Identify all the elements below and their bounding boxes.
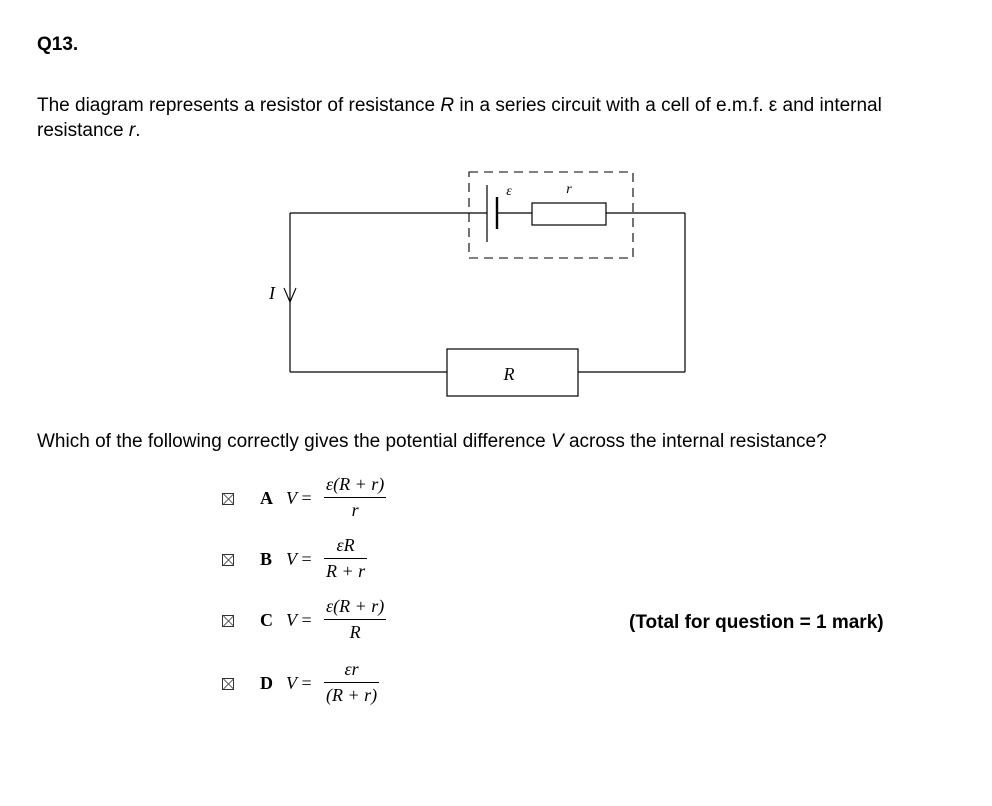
- option-c-checkbox[interactable]: [222, 615, 234, 627]
- option-a[interactable]: [222, 474, 482, 530]
- option-b-lhs: V =: [286, 549, 312, 569]
- option-b-checkbox[interactable]: [222, 554, 234, 566]
- intro-text-2: in a series circuit with a cell of e.m.f. ε and internal resistance: [37, 95, 882, 141]
- option-d-numerator: εr: [344, 659, 359, 679]
- option-c[interactable]: [222, 596, 482, 652]
- option-c-letter: C: [260, 610, 273, 630]
- option-c-numerator: ε(R + r): [326, 596, 385, 616]
- option-a-lhs: V =: [286, 488, 312, 508]
- option-b-fraction: [324, 535, 367, 582]
- internal-resistor: [532, 203, 606, 225]
- option-b-denominator: R + r: [326, 561, 366, 581]
- current-label: I: [269, 283, 275, 303]
- question-prompt: [37, 429, 897, 454]
- option-a-letter: A: [260, 488, 273, 508]
- option-a-checkbox[interactable]: [222, 493, 234, 505]
- resistor-label: R: [503, 364, 515, 384]
- option-b[interactable]: [222, 535, 482, 591]
- option-d-fraction: [324, 659, 379, 706]
- internal-r-label: r: [566, 182, 572, 197]
- option-c-denominator: R: [349, 622, 361, 642]
- option-d-letter: D: [260, 673, 273, 693]
- option-a-numerator: ε(R + r): [326, 474, 385, 494]
- intro-r: r: [128, 120, 136, 141]
- prompt-V: V: [550, 431, 564, 452]
- intro-text-1: The diagram represents a resistor of resistance: [37, 95, 441, 116]
- option-a-denominator: r: [351, 500, 359, 520]
- option-c-fraction: [324, 596, 386, 643]
- emf-label: ε: [506, 184, 512, 199]
- option-b-letter: B: [260, 549, 273, 569]
- total-marks: (Total for question = 1 mark): [629, 612, 884, 633]
- prompt-text-2: across the internal resistance?: [563, 431, 827, 452]
- option-d-checkbox[interactable]: [222, 678, 234, 690]
- option-d[interactable]: [222, 659, 482, 715]
- question-number: Q13.: [37, 34, 79, 55]
- intro-end: .: [135, 120, 141, 141]
- option-b-numerator: εR: [336, 535, 355, 555]
- intro-R: R: [440, 95, 455, 116]
- option-d-lhs: V =: [286, 673, 312, 693]
- option-d-denominator: (R + r): [326, 685, 378, 705]
- option-a-fraction: [324, 474, 386, 521]
- prompt-text-1: Which of the following correctly gives the potential difference: [37, 431, 551, 452]
- option-c-lhs: V =: [286, 610, 312, 630]
